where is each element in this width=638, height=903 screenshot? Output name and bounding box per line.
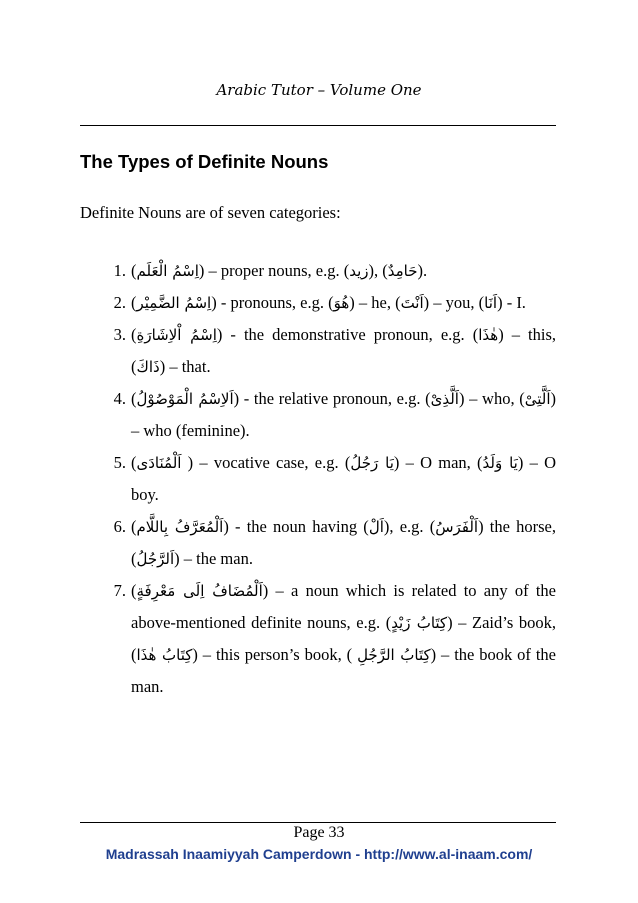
english-text: ( (131, 453, 137, 472)
page-number: Page 33 (293, 824, 345, 841)
list-item (80, 447, 556, 511)
arabic-term: اَلَّتِىْ (524, 390, 551, 408)
header-title: Arabic Tutor – Volume One (216, 81, 422, 99)
arabic-term: اِسْمُ الضَّمِيْر (136, 294, 212, 312)
english-text: ) – who (feminine). (131, 389, 556, 440)
english-text: ). (417, 261, 428, 280)
arabic-term: زيد (349, 262, 369, 280)
english-text: ) – O man, ( (393, 453, 483, 472)
list-item-text (131, 383, 556, 447)
english-text: ) - the demonstrative pronoun, e.g. ( (216, 325, 479, 344)
arabic-term: اَنْتَ (400, 294, 424, 312)
arabic-term: اَلْمُضَافُ اِلَى مَعْرِفَةٍ (136, 582, 263, 600)
list-item-number: 4. (113, 389, 126, 408)
arabic-term: حَامِدٌ (387, 262, 418, 280)
arabic-term: اَلْمُعَرَّفُ بِاللَّام (136, 518, 224, 536)
arabic-term: يَا رَجُلُ (350, 454, 394, 472)
list-item-number: 6. (113, 517, 126, 536)
list-item-number: 3. (113, 325, 126, 344)
english-text: ) – Zaid’s book, ( (131, 613, 556, 664)
list-item-number: 7. (113, 581, 126, 600)
arabic-term: كِتَابُ زَيْدٍ (391, 614, 448, 632)
list-item (80, 511, 556, 575)
list-item-text (131, 319, 556, 383)
english-text: ) - the relative pronoun, e.g. ( (233, 389, 431, 408)
list-item-text (131, 447, 556, 511)
list-item (80, 383, 556, 447)
arabic-term: اَلْمُنَادَى (136, 454, 182, 472)
english-text: ( (131, 325, 137, 344)
english-text: ), e.g. ( (383, 517, 436, 536)
arabic-term: اَلَّذِىْ (430, 390, 459, 408)
arabic-term: كِتَابُ الرَّجُلِ (357, 646, 431, 664)
english-text: ( (131, 581, 137, 600)
list-item-text (131, 255, 556, 287)
english-text: ) – you, ( (423, 293, 485, 312)
list-item-number: 1. (113, 261, 126, 280)
english-text: ( (131, 261, 137, 280)
arabic-term: اَلرَّجُلُ (136, 550, 175, 568)
list-item-text (131, 511, 556, 575)
arabic-term: كِتَابُ هٰذَا (136, 646, 193, 664)
english-text: ) the horse, ( (131, 517, 556, 568)
arabic-term: اِسْمُ اْلاِشَارَةِ (136, 326, 217, 344)
english-text: ( (131, 389, 137, 408)
english-text: ) – who, ( (458, 389, 525, 408)
list-item-text (131, 287, 556, 319)
english-text: ) - I. (497, 293, 526, 312)
list-item (80, 255, 556, 287)
arabic-term: اِسْمُ الْعَلَم (136, 262, 199, 280)
list-item-number: 5. (113, 453, 126, 472)
arabic-term: هُوَ (333, 294, 350, 312)
arabic-term: اَنَا (484, 294, 498, 312)
arabic-term: ذَاكَ (136, 358, 160, 376)
list-item (80, 575, 556, 703)
section-title: The Types of Definite Nouns (80, 151, 329, 172)
english-text: ) – a noun which is related to any of the above-mentioned definite nouns, e.g. ( (131, 581, 556, 632)
english-text: ), ( (368, 261, 388, 280)
english-text: ) – the man. (174, 549, 253, 568)
english-text: ) – O boy. (131, 453, 557, 504)
english-text: ) - the noun having ( (223, 517, 369, 536)
english-text: ) – the book of the man. (131, 645, 556, 696)
arabic-term: اَلْ (368, 518, 384, 536)
english-text: ) – this person’s book, ( (192, 645, 358, 664)
list-item-number: 2. (113, 293, 126, 312)
english-text: ) - pronouns, e.g. ( (211, 293, 334, 312)
english-text: ) – he, ( (349, 293, 401, 312)
english-text: ( (131, 517, 137, 536)
english-text: ( (131, 293, 137, 312)
definite-noun-list (80, 255, 556, 703)
list-item (80, 287, 556, 319)
english-text: ) – that. (159, 357, 211, 376)
list-item (80, 319, 556, 383)
arabic-term: يَا وَلَدُ (482, 454, 518, 472)
arabic-term: هٰذَا (478, 326, 499, 344)
english-text: ) – proper nouns, e.g. ( (198, 261, 350, 280)
footer-link[interactable]: Madrassah Inaamiyyah Camperdown - http://www.al-inaam.com/ (105, 846, 533, 862)
english-text: ) – vocative case, e.g. ( (181, 453, 351, 472)
english-text: ) – this, ( (131, 325, 556, 376)
arabic-term: اَلاِسْمُ الْمَوْصُوْلُ (136, 390, 234, 408)
footer-rule (80, 822, 556, 823)
header-rule (80, 125, 556, 126)
intro-text: Definite Nouns are of seven categories: (80, 203, 341, 222)
arabic-term: اَلْفَرَسُ (435, 518, 479, 536)
list-item-text (131, 575, 556, 703)
